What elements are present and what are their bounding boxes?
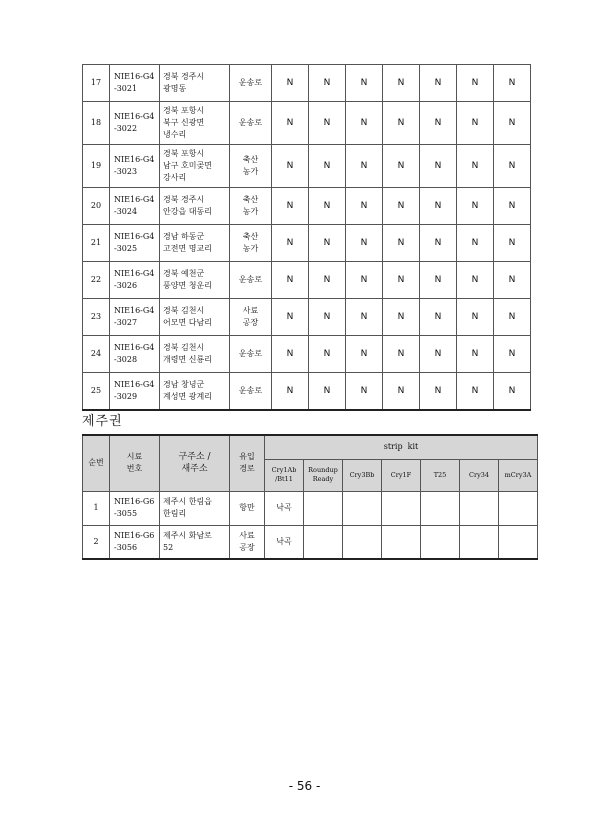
result-cell — [421, 525, 460, 559]
result-cell: N — [494, 188, 531, 225]
sample-address-line: 경남 창녕군 — [163, 380, 205, 389]
header-kit-line: Ready — [312, 475, 334, 483]
sample-code-line: NIE16-G4 — [114, 269, 155, 278]
sample-code — [110, 491, 160, 525]
result-cell: N — [420, 262, 457, 299]
result-cell — [460, 491, 499, 525]
sample-address-line: 남구 호미곶면 — [163, 161, 212, 170]
sample-code-line: NIE16-G6 — [114, 530, 155, 540]
table-row — [83, 188, 531, 225]
header-kit — [382, 459, 421, 491]
result-cell: N — [420, 102, 457, 145]
sample-address — [160, 525, 230, 559]
result-cell: N — [457, 188, 494, 225]
sample-address-line: 제주시 한림읍 — [163, 497, 212, 506]
result-cell: N — [420, 336, 457, 373]
inflow-route — [230, 262, 272, 299]
result-cell: N — [420, 299, 457, 336]
sample-address-line: 한림리 — [163, 509, 187, 518]
result-cell: N — [309, 225, 346, 262]
sample-code-line: -3026 — [114, 281, 138, 290]
result-cell — [343, 491, 382, 525]
result-cell: N — [346, 373, 383, 411]
sample-address-line: 강사리 — [163, 173, 187, 182]
sample-code-line: NIE16-G4 — [114, 232, 155, 241]
row-number: 22 — [83, 262, 110, 299]
result-cell: N — [309, 336, 346, 373]
header-kit — [460, 459, 499, 491]
result-cell: N — [383, 262, 420, 299]
header-kit — [343, 459, 382, 491]
inflow-route — [230, 188, 272, 225]
result-cell: N — [383, 188, 420, 225]
result-cell: N — [346, 65, 383, 102]
jeju-results-table — [82, 434, 538, 560]
sample-address-line: 52 — [163, 542, 174, 552]
sample-address-line: 경북 경주시 — [163, 195, 205, 204]
header-strip-kit: strip kit — [265, 435, 538, 459]
inflow-route-line: 운송로 — [238, 349, 263, 358]
result-cell: N — [383, 102, 420, 145]
result-cell: N — [309, 145, 346, 188]
sample-code — [110, 225, 160, 262]
result-cell: N — [383, 145, 420, 188]
result-cell: N — [383, 373, 420, 411]
result-cell: N — [383, 299, 420, 336]
sample-code — [110, 65, 160, 102]
header-sample-code-line2: 번호 — [126, 464, 143, 474]
sample-code — [110, 262, 160, 299]
inflow-route-line: 운송로 — [238, 78, 263, 87]
result-cell: N — [272, 102, 309, 145]
results-table-continued — [82, 64, 531, 411]
sample-address — [160, 491, 230, 525]
table-row — [83, 299, 531, 336]
result-cell: N — [272, 65, 309, 102]
result-cell: N — [420, 65, 457, 102]
row-number: 23 — [83, 299, 110, 336]
result-cell: N — [420, 188, 457, 225]
sample-address-line: 경북 경주시 — [163, 72, 205, 81]
result-cell: N — [272, 225, 309, 262]
result-cell: N — [346, 102, 383, 145]
result-cell — [421, 491, 460, 525]
result-cell: N — [494, 373, 531, 411]
sample-code-line: -3025 — [114, 244, 138, 253]
result-cell — [499, 525, 538, 559]
row-number: 20 — [83, 188, 110, 225]
table-row — [83, 262, 531, 299]
sample-code-line: NIE16-G4 — [114, 195, 155, 204]
sample-code — [110, 188, 160, 225]
result-cell: N — [309, 188, 346, 225]
sample-address — [160, 65, 230, 102]
result-cell — [460, 525, 499, 559]
sample-address-line: 계성면 광계리 — [163, 392, 212, 401]
header-address-line1: 구주소 / — [178, 452, 211, 463]
table-row — [83, 336, 531, 373]
sample-address — [160, 262, 230, 299]
inflow-route-line: 농가 — [242, 207, 259, 216]
header-sample-code-line1: 시료 — [126, 452, 143, 462]
result-cell: N — [309, 299, 346, 336]
result-cell: N — [494, 336, 531, 373]
sample-code-line: NIE16-G4 — [114, 155, 155, 164]
sample-code-line: -3022 — [114, 124, 138, 133]
result-cell: N — [383, 336, 420, 373]
sample-address-line: 경북 포항시 — [163, 149, 205, 158]
row-number: 19 — [83, 145, 110, 188]
sample-address — [160, 299, 230, 336]
result-cell: 낙곡 — [265, 525, 304, 559]
header-kit-line: mCry3A — [504, 470, 532, 479]
result-cell: N — [494, 225, 531, 262]
header-address — [160, 435, 230, 491]
sample-address-line: 경북 예천군 — [163, 269, 205, 278]
result-cell: N — [272, 336, 309, 373]
inflow-route — [230, 65, 272, 102]
inflow-route-line: 운송로 — [238, 386, 263, 395]
result-cell: N — [309, 65, 346, 102]
result-cell: N — [457, 336, 494, 373]
header-route — [230, 435, 265, 491]
sample-address — [160, 188, 230, 225]
sample-code-line: -3056 — [114, 542, 138, 552]
sample-code — [110, 373, 160, 411]
sample-address — [160, 102, 230, 145]
inflow-route-line: 공장 — [239, 542, 255, 552]
sample-address-line: 안강읍 대동리 — [163, 207, 212, 216]
sample-address-line: 경북 김천시 — [163, 306, 205, 315]
result-cell: N — [309, 262, 346, 299]
section-title-jeju: 제주권 — [82, 414, 123, 429]
sample-code-line: NIE16-G6 — [114, 497, 155, 506]
result-cell: N — [346, 299, 383, 336]
header-route-line2: 경로 — [239, 464, 255, 474]
header-kit-line: Cry1Ab — [271, 466, 297, 474]
result-cell — [343, 525, 382, 559]
inflow-route — [230, 145, 272, 188]
result-cell — [499, 491, 538, 525]
header-kit-line: Cry1F — [390, 470, 412, 479]
result-cell — [304, 491, 343, 525]
result-cell: N — [457, 225, 494, 262]
sample-address-line: 풍양면 청운리 — [163, 281, 212, 290]
result-cell: N — [457, 299, 494, 336]
result-cell: N — [309, 373, 346, 411]
result-cell: N — [346, 336, 383, 373]
header-sample-code — [110, 435, 160, 491]
inflow-route-line: 축산 — [242, 195, 259, 204]
sample-code-line: -3055 — [114, 509, 138, 518]
sample-address-line: 경북 김천시 — [163, 343, 205, 352]
result-cell — [304, 525, 343, 559]
sample-code — [110, 525, 160, 559]
row-number: 18 — [83, 102, 110, 145]
result-cell: N — [420, 225, 457, 262]
result-cell — [382, 491, 421, 525]
table-row — [83, 145, 531, 188]
inflow-route — [230, 373, 272, 411]
row-number: 21 — [83, 225, 110, 262]
result-cell: N — [272, 145, 309, 188]
result-cell: N — [420, 373, 457, 411]
inflow-route-line: 축산 — [242, 232, 259, 241]
inflow-route-line: 운송로 — [238, 118, 263, 127]
inflow-route — [230, 225, 272, 262]
inflow-route-line: 항만 — [239, 503, 255, 512]
header-kit — [499, 459, 538, 491]
inflow-route-line: 사료 — [239, 530, 255, 540]
result-cell: N — [457, 262, 494, 299]
result-cell: N — [457, 145, 494, 188]
header-address-line2: 새주소 — [181, 464, 208, 475]
result-cell: N — [420, 145, 457, 188]
header-kit-line: Roundup — [308, 466, 338, 474]
result-cell: N — [346, 225, 383, 262]
table-row — [83, 225, 531, 262]
inflow-route — [230, 102, 272, 145]
result-cell: N — [457, 373, 494, 411]
header-kit — [421, 459, 460, 491]
result-cell: N — [272, 262, 309, 299]
sample-address-line: 냉수리 — [163, 130, 187, 139]
result-cell: N — [346, 188, 383, 225]
table-row — [83, 65, 531, 102]
header-no: 순번 — [83, 435, 110, 491]
result-cell: N — [272, 299, 309, 336]
sample-code-line: NIE16-G4 — [114, 306, 155, 315]
result-cell: N — [494, 102, 531, 145]
result-cell: N — [346, 145, 383, 188]
header-kit-line: T25 — [433, 470, 447, 479]
sample-address — [160, 373, 230, 411]
inflow-route — [230, 299, 272, 336]
sample-address — [160, 336, 230, 373]
result-cell: N — [494, 65, 531, 102]
sample-address-line: 어모면 다남리 — [163, 318, 212, 327]
sample-code-line: -3029 — [114, 392, 138, 401]
result-cell — [382, 525, 421, 559]
result-cell: N — [309, 102, 346, 145]
sample-address-line: 북구 신광면 — [163, 118, 205, 127]
header-kit-line: Cry3Bb — [349, 470, 375, 479]
result-cell: N — [272, 373, 309, 411]
header-kit-line: Cry34 — [468, 470, 490, 479]
sample-address — [160, 225, 230, 262]
inflow-route-line: 농가 — [242, 244, 259, 253]
result-cell: N — [457, 65, 494, 102]
row-number: 2 — [83, 525, 110, 559]
row-number: 17 — [83, 65, 110, 102]
inflow-route — [230, 525, 265, 559]
sample-code — [110, 145, 160, 188]
table-row — [83, 525, 538, 559]
sample-code-line: NIE16-G4 — [114, 343, 155, 352]
table-row — [83, 491, 538, 525]
sample-code-line: -3023 — [114, 167, 138, 176]
sample-code-line: -3028 — [114, 355, 138, 364]
result-cell: N — [494, 262, 531, 299]
sample-code — [110, 102, 160, 145]
table-row — [83, 373, 531, 411]
inflow-route-line: 축산 — [242, 155, 259, 164]
result-cell: N — [272, 188, 309, 225]
result-cell: N — [494, 299, 531, 336]
result-cell: N — [383, 225, 420, 262]
result-cell: 낙곡 — [265, 491, 304, 525]
result-cell: N — [346, 262, 383, 299]
row-number: 24 — [83, 336, 110, 373]
sample-code-line: NIE16-G4 — [114, 112, 155, 121]
header-route-line1: 유입 — [239, 452, 255, 462]
inflow-route-line: 농가 — [242, 167, 259, 176]
table-row — [83, 102, 531, 145]
header-kit — [265, 459, 304, 491]
result-cell: N — [494, 145, 531, 188]
row-number: 25 — [83, 373, 110, 411]
result-cell: N — [457, 102, 494, 145]
sample-address-line: 경남 하동군 — [163, 232, 205, 241]
sample-code-line: -3024 — [114, 207, 138, 216]
inflow-route — [230, 336, 272, 373]
result-cell: N — [383, 65, 420, 102]
inflow-route-line: 공장 — [242, 318, 259, 327]
header-kit-line: /Bt11 — [275, 475, 293, 483]
sample-code — [110, 336, 160, 373]
sample-code-line: -3027 — [114, 318, 138, 327]
sample-address-line: 개령면 신룡리 — [163, 355, 212, 364]
sample-code-line: -3021 — [114, 84, 138, 93]
row-number: 1 — [83, 491, 110, 525]
inflow-route-line: 운송로 — [238, 275, 263, 284]
inflow-route-line: 사료 — [242, 306, 259, 315]
sample-code-line: NIE16-G4 — [114, 72, 155, 81]
page-number: - 56 - — [288, 779, 321, 793]
sample-address-line: 광명동 — [163, 84, 187, 93]
sample-address-line: 고전면 명교리 — [163, 244, 212, 253]
sample-address — [160, 145, 230, 188]
sample-code-line: NIE16-G4 — [114, 380, 155, 389]
sample-address-line: 경북 포항시 — [163, 106, 205, 115]
header-kit — [304, 459, 343, 491]
sample-address-line: 제주시 화남로 — [163, 530, 212, 540]
inflow-route — [230, 491, 265, 525]
sample-code — [110, 299, 160, 336]
